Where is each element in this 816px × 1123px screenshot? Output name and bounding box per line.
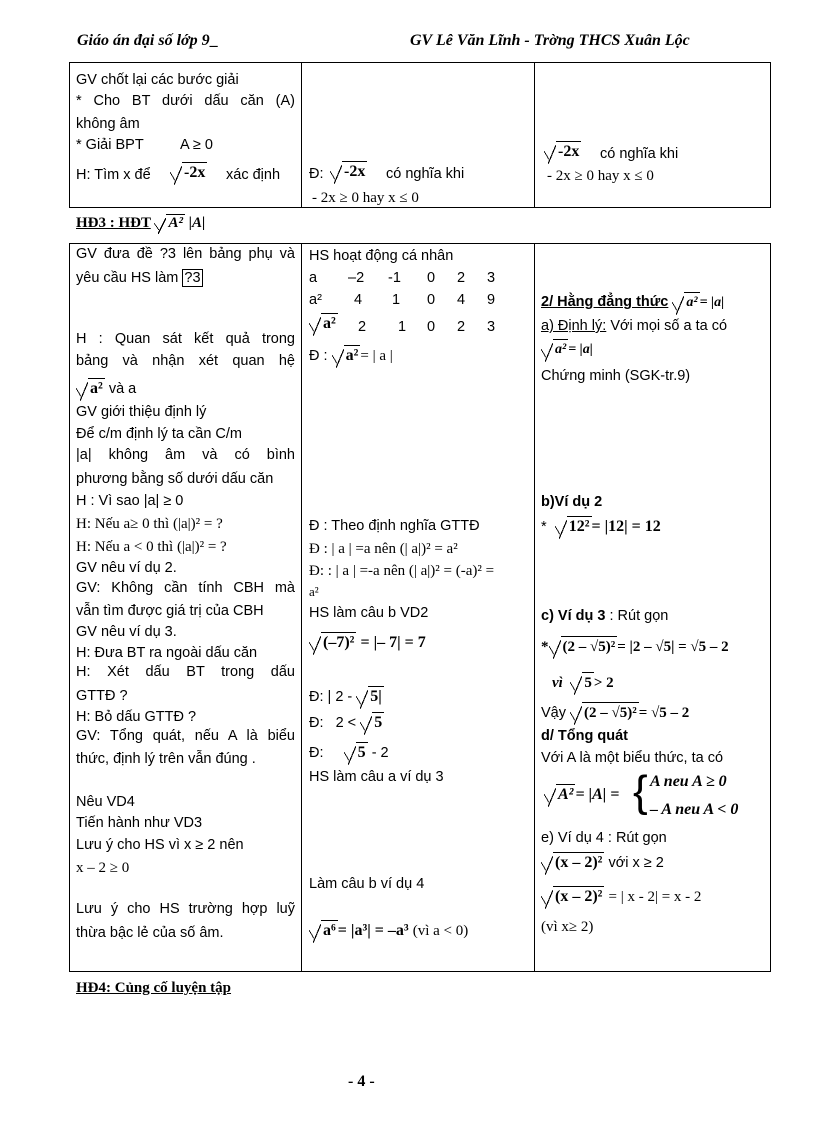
table-1-divider (301, 62, 302, 208)
table-1-divider (534, 62, 535, 208)
page-number: - 4 - (348, 1073, 375, 1090)
table-2-divider (534, 243, 535, 972)
hd3-heading: HĐ3 : HĐT A² |A| (76, 215, 206, 231)
table-2-divider (301, 243, 302, 972)
header-left: Giáo án đại số lớp 9_ (77, 32, 218, 49)
brace: { (633, 767, 648, 816)
header-right: GV Lê Văn Lĩnh - Trờng THCS Xuân Lộc (410, 32, 690, 49)
hd4-heading: HĐ4: Củng cố luyện tập (76, 980, 232, 996)
